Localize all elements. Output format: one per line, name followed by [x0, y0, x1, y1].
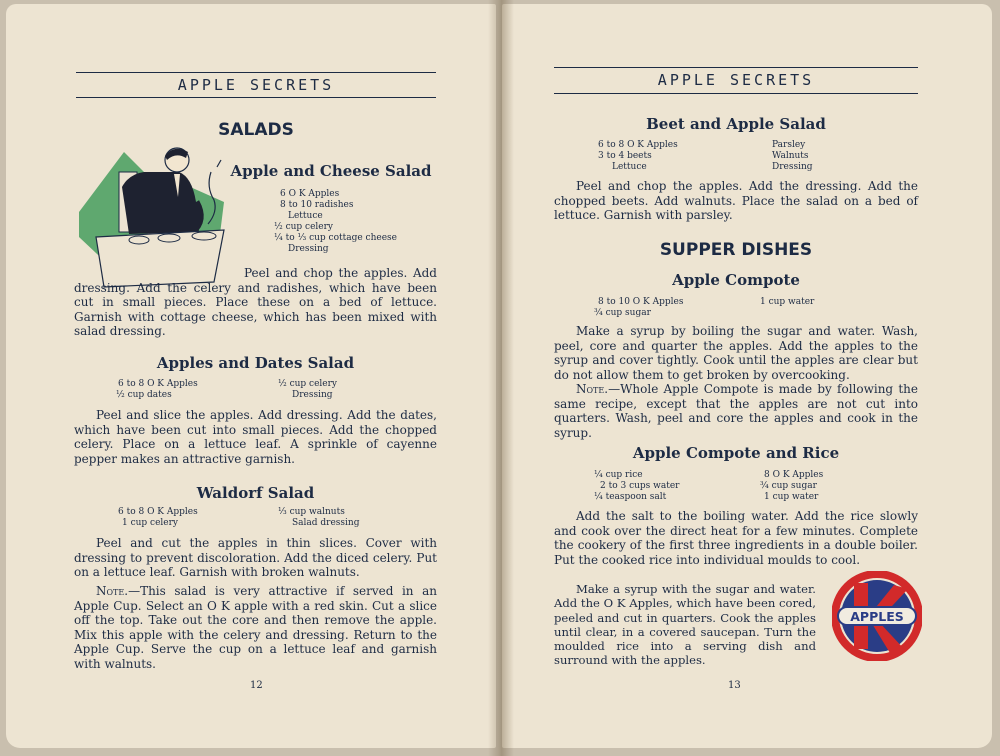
ingredient: ¼ cup rice: [594, 470, 643, 480]
note-label: Note.: [576, 382, 609, 396]
header-top-rule: [554, 67, 918, 68]
ingredient: Dressing: [292, 390, 333, 400]
ingredient: Walnuts: [772, 151, 809, 161]
bowl: [129, 236, 149, 244]
header-title: APPLE SECRETS: [177, 76, 335, 94]
note-waldorf: [74, 584, 437, 672]
note-apple-compote: [554, 382, 918, 440]
recipe-title-apples-dates: Apples and Dates Salad: [156, 354, 355, 372]
ingredient: ¼ teaspoon salt: [594, 492, 667, 502]
ingredient: 8 to 10 radishes: [280, 200, 354, 210]
recipe-title-beet-apple: Beet and Apple Salad: [646, 115, 826, 133]
ingredient: 6 to 8 O K Apples: [118, 379, 198, 389]
ingredient: Lettuce: [612, 162, 647, 172]
ok-apples-logo: [832, 571, 922, 661]
ingredient: 3 to 4 beets: [598, 151, 652, 161]
directions-apple-cheese: Peel and chop the apples. Add dressing. Add the celery and radishes, which have been cut in small pieces. Place these on a bed of lettuce. Garnish with cottage cheese, which has been mixed with salad dressing.: [74, 266, 437, 339]
man-torso: [122, 172, 199, 234]
plate: [158, 234, 180, 242]
note-label: Note.: [96, 584, 129, 598]
directions-compote-rice: Add the salt to the boiling water. Add the rice slowly and cook over the direct heat for a few minutes. Complete the cookery of the first three ingredients in a double boiler. Put the cooked rice into individual moulds to cool.: [554, 509, 918, 567]
directions-apple-compote: Make a syrup by boiling the sugar and water. Wash, peel, core and quarter the apples. Add the apples to the syrup and cover tightly. Cook until the apples are clear but do not allow them to get broken by overcooking.: [554, 324, 918, 382]
ingredient: ½ cup dates: [116, 390, 172, 400]
section-title-salads: SALADS: [218, 120, 294, 140]
right-page: [502, 4, 992, 748]
recipe-title-apple-cheese: Apple and Cheese Salad: [230, 162, 432, 180]
ingredient: Dressing: [772, 162, 813, 172]
ingredient: 1 cup celery: [122, 518, 179, 528]
recipe-title-compote-rice: Apple Compote and Rice: [632, 444, 840, 462]
ingredient: 8 O K Apples: [764, 470, 824, 480]
ingredient: 2 to 3 cups water: [600, 481, 680, 491]
ingredient: Lettuce: [288, 211, 323, 221]
ingredient: ½ cup celery: [274, 222, 334, 232]
ingredient: ½ cup celery: [278, 379, 338, 389]
plate: [192, 232, 216, 240]
ingredient: 1 cup water: [764, 492, 819, 502]
ingredient: Dressing: [288, 244, 329, 254]
logo-text: APPLES: [850, 609, 904, 624]
book-gutter: [488, 0, 514, 756]
recipe-title-apple-compote: Apple Compote: [672, 271, 800, 289]
left-page: [6, 4, 496, 748]
ingredient: Salad dressing: [292, 518, 360, 528]
recipe-title-waldorf: Waldorf Salad: [196, 484, 315, 502]
directions-apples-dates: Peel and slice the apples. Add dressing. Add the dates, which have been cut into small pieces. Add the chopped celery. Place on a lettuce leaf. A sprinkle of cayenne pepper makes an attractive garnish.: [74, 408, 437, 466]
header-bottom-rule: [554, 93, 918, 94]
page-number-left: 12: [250, 680, 263, 691]
ingredient: 1 cup water: [760, 297, 815, 307]
ingredient: ¾ cup sugar: [760, 481, 817, 491]
note-text: —Whole Apple Compote is made by following the same recipe, except that the apples are not cut into quarters. Wash, peel and core the apples and cook in the syrup.: [554, 382, 918, 440]
ingredient: ⅓ cup walnuts: [278, 507, 345, 517]
ingredient: Parsley: [772, 140, 806, 150]
directions-beet-apple: Peel and chop the apples. Add the dressing. Add the chopped beets. Add walnuts. Place the salad on a bed of lettuce. Garnish with parsley.: [554, 179, 918, 223]
ingredient: ¼ to ⅓ cup cottage cheese: [274, 233, 397, 243]
ingredient: ¾ cup sugar: [594, 308, 651, 318]
ingredient: 6 to 8 O K Apples: [598, 140, 678, 150]
header-top-rule: [76, 72, 436, 73]
directions2-compote-rice: Make a syrup with the sugar and water. Add the O K Apples, which have been cored, peeled and cut in quarters. Cook the apples until clear, in a covered saucepan. Turn the moulded rice into a serving dish and surround with the apples.: [554, 582, 816, 668]
page-number-right: 13: [728, 680, 741, 691]
directions-waldorf: Peel and cut the apples in thin slices. Cover with dressing to prevent discoloration. Add the diced celery. Put on a lettuce leaf. Garnish with broken walnuts.: [74, 536, 437, 580]
ingredient: 6 to 8 O K Apples: [118, 507, 198, 517]
header-title: APPLE SECRETS: [657, 71, 815, 89]
ingredient: 8 to 10 O K Apples: [598, 297, 684, 307]
note-text: —This salad is very attractive if served in an Apple Cup. Select an O K apple with a red skin. Cut a slice off the top. Take out the core and then remove the apple. Mix this apple with the celery and dressing. Return to the Apple Cup. Serve the cup on a lettuce leaf and garnish with walnuts.: [74, 584, 437, 671]
header-bottom-rule: [76, 97, 436, 98]
ingredient: 6 O K Apples: [280, 189, 340, 199]
section-title-supper-dishes: SUPPER DISHES: [659, 240, 813, 260]
